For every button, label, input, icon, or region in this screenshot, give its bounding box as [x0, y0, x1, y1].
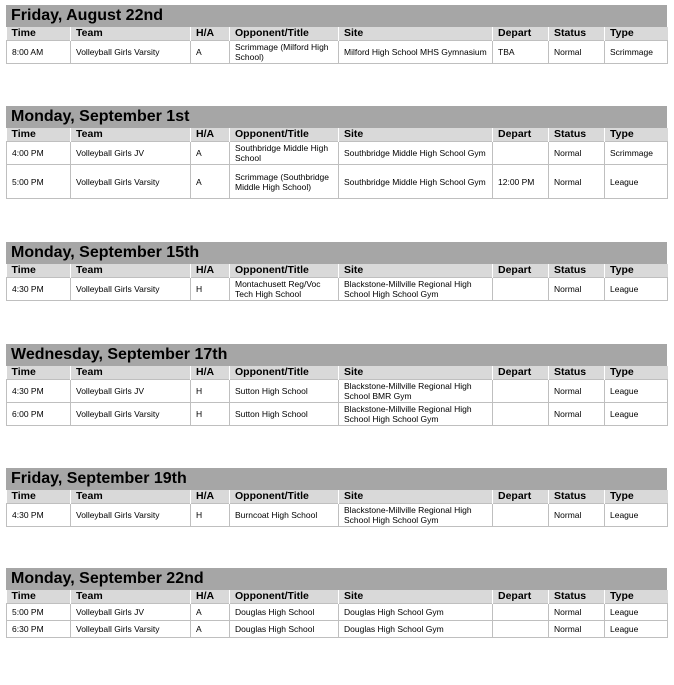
cell-type: League — [605, 278, 668, 301]
column-header-status: Status — [549, 490, 605, 504]
column-header-site: Site — [339, 590, 493, 604]
cell-depart — [493, 504, 549, 527]
cell-ha: A — [191, 604, 230, 621]
cell-time: 6:00 PM — [7, 403, 71, 426]
cell-status: Normal — [549, 504, 605, 527]
cell-site: Blackstone-Millville Regional High School BMR Gym — [339, 380, 493, 403]
column-header-ha: H/A — [191, 490, 230, 504]
cell-type: League — [605, 504, 668, 527]
cell-status: Normal — [549, 278, 605, 301]
day-section — [6, 468, 667, 527]
table-row — [7, 403, 668, 426]
day-date-heading: Monday, September 1st — [6, 106, 667, 128]
cell-opponent: Scrimmage (Southbridge Middle High School) — [230, 165, 339, 199]
column-header-time: Time — [7, 366, 71, 380]
cell-site: Blackstone-Millville Regional High School High School Gym — [339, 504, 493, 527]
cell-team: Volleyball Girls Varsity — [71, 41, 191, 64]
column-header-type: Type — [605, 490, 668, 504]
cell-opponent: Douglas High School — [230, 604, 339, 621]
column-header-status: Status — [549, 590, 605, 604]
column-header-row — [7, 366, 668, 380]
column-header-depart: Depart — [493, 27, 549, 41]
cell-type: League — [605, 604, 668, 621]
cell-depart — [493, 621, 549, 638]
cell-type: Scrimmage — [605, 142, 668, 165]
column-header-opponent: Opponent/Title — [230, 264, 339, 278]
cell-ha: H — [191, 504, 230, 527]
schedule-table — [6, 27, 668, 64]
table-row — [7, 165, 668, 199]
cell-status: Normal — [549, 380, 605, 403]
column-header-type: Type — [605, 128, 668, 142]
cell-opponent: Sutton High School — [230, 380, 339, 403]
day-section — [6, 106, 667, 199]
cell-team: Volleyball Girls Varsity — [71, 504, 191, 527]
cell-site: Southbridge Middle High School Gym — [339, 142, 493, 165]
day-section — [6, 344, 667, 426]
column-header-depart: Depart — [493, 490, 549, 504]
cell-ha: H — [191, 380, 230, 403]
cell-team: Volleyball Girls JV — [71, 604, 191, 621]
column-header-row — [7, 490, 668, 504]
column-header-time: Time — [7, 490, 71, 504]
column-header-row — [7, 27, 668, 41]
column-header-depart: Depart — [493, 590, 549, 604]
column-header-type: Type — [605, 27, 668, 41]
cell-ha: A — [191, 142, 230, 165]
cell-opponent: Scrimmage (Milford High School) — [230, 41, 339, 64]
column-header-site: Site — [339, 264, 493, 278]
cell-time: 4:30 PM — [7, 504, 71, 527]
day-date-heading: Monday, September 15th — [6, 242, 667, 264]
cell-ha: H — [191, 278, 230, 301]
column-header-opponent: Opponent/Title — [230, 366, 339, 380]
cell-type: League — [605, 621, 668, 638]
cell-type: Scrimmage — [605, 41, 668, 64]
column-header-row — [7, 264, 668, 278]
cell-time: 4:00 PM — [7, 142, 71, 165]
cell-opponent: Southbridge Middle High School — [230, 142, 339, 165]
column-header-depart: Depart — [493, 366, 549, 380]
cell-status: Normal — [549, 604, 605, 621]
column-header-time: Time — [7, 590, 71, 604]
cell-type: League — [605, 403, 668, 426]
column-header-team: Team — [71, 264, 191, 278]
column-header-row — [7, 128, 668, 142]
cell-team: Volleyball Girls JV — [71, 380, 191, 403]
schedule-table — [6, 490, 668, 527]
cell-type: League — [605, 380, 668, 403]
cell-depart — [493, 604, 549, 621]
table-row — [7, 142, 668, 165]
cell-team: Volleyball Girls Varsity — [71, 165, 191, 199]
column-header-depart: Depart — [493, 128, 549, 142]
column-header-site: Site — [339, 366, 493, 380]
cell-opponent: Sutton High School — [230, 403, 339, 426]
column-header-type: Type — [605, 264, 668, 278]
column-header-site: Site — [339, 490, 493, 504]
cell-depart — [493, 278, 549, 301]
column-header-opponent: Opponent/Title — [230, 128, 339, 142]
schedule-table — [6, 264, 668, 301]
column-header-team: Team — [71, 490, 191, 504]
cell-ha: A — [191, 41, 230, 64]
schedule-table — [6, 128, 668, 199]
cell-status: Normal — [549, 165, 605, 199]
cell-time: 6:30 PM — [7, 621, 71, 638]
day-section — [6, 242, 667, 301]
column-header-ha: H/A — [191, 366, 230, 380]
cell-time: 5:00 PM — [7, 604, 71, 621]
cell-type: League — [605, 165, 668, 199]
day-section — [6, 568, 667, 638]
cell-site: Blackstone-Millville Regional High School High School Gym — [339, 403, 493, 426]
column-header-ha: H/A — [191, 264, 230, 278]
column-header-type: Type — [605, 590, 668, 604]
cell-time: 4:30 PM — [7, 380, 71, 403]
table-row — [7, 621, 668, 638]
column-header-depart: Depart — [493, 264, 549, 278]
column-header-row — [7, 590, 668, 604]
cell-team: Volleyball Girls Varsity — [71, 278, 191, 301]
cell-site: Douglas High School Gym — [339, 604, 493, 621]
cell-status: Normal — [549, 621, 605, 638]
cell-site: Douglas High School Gym — [339, 621, 493, 638]
column-header-site: Site — [339, 128, 493, 142]
day-date-heading: Friday, September 19th — [6, 468, 667, 490]
column-header-time: Time — [7, 264, 71, 278]
day-date-heading: Friday, August 22nd — [6, 5, 667, 27]
table-row — [7, 41, 668, 64]
column-header-time: Time — [7, 128, 71, 142]
column-header-opponent: Opponent/Title — [230, 590, 339, 604]
column-header-type: Type — [605, 366, 668, 380]
column-header-ha: H/A — [191, 590, 230, 604]
column-header-opponent: Opponent/Title — [230, 27, 339, 41]
cell-status: Normal — [549, 41, 605, 64]
column-header-team: Team — [71, 128, 191, 142]
day-date-heading: Monday, September 22nd — [6, 568, 667, 590]
cell-depart — [493, 403, 549, 426]
day-date-heading: Wednesday, September 17th — [6, 344, 667, 366]
cell-opponent: Douglas High School — [230, 621, 339, 638]
table-row — [7, 604, 668, 621]
cell-opponent: Montachusett Reg/Voc Tech High School — [230, 278, 339, 301]
cell-status: Normal — [549, 142, 605, 165]
cell-depart: TBA — [493, 41, 549, 64]
cell-ha: A — [191, 621, 230, 638]
cell-opponent: Burncoat High School — [230, 504, 339, 527]
cell-team: Volleyball Girls Varsity — [71, 403, 191, 426]
cell-depart — [493, 380, 549, 403]
cell-depart: 12:00 PM — [493, 165, 549, 199]
table-row — [7, 278, 668, 301]
column-header-team: Team — [71, 366, 191, 380]
cell-site: Blackstone-Millville Regional High School High School Gym — [339, 278, 493, 301]
cell-site: Milford High School MHS Gymnasium — [339, 41, 493, 64]
schedule-table — [6, 366, 668, 426]
column-header-ha: H/A — [191, 128, 230, 142]
column-header-status: Status — [549, 128, 605, 142]
cell-team: Volleyball Girls Varsity — [71, 621, 191, 638]
column-header-status: Status — [549, 264, 605, 278]
cell-site: Southbridge Middle High School Gym — [339, 165, 493, 199]
schedule-table — [6, 590, 668, 638]
column-header-status: Status — [549, 366, 605, 380]
column-header-status: Status — [549, 27, 605, 41]
column-header-team: Team — [71, 590, 191, 604]
column-header-ha: H/A — [191, 27, 230, 41]
cell-depart — [493, 142, 549, 165]
column-header-team: Team — [71, 27, 191, 41]
table-row — [7, 380, 668, 403]
cell-status: Normal — [549, 403, 605, 426]
cell-team: Volleyball Girls JV — [71, 142, 191, 165]
cell-time: 4:30 PM — [7, 278, 71, 301]
cell-ha: H — [191, 403, 230, 426]
cell-ha: A — [191, 165, 230, 199]
cell-time: 8:00 AM — [7, 41, 71, 64]
column-header-opponent: Opponent/Title — [230, 490, 339, 504]
table-row — [7, 504, 668, 527]
column-header-time: Time — [7, 27, 71, 41]
cell-time: 5:00 PM — [7, 165, 71, 199]
column-header-site: Site — [339, 27, 493, 41]
day-section — [6, 5, 667, 64]
